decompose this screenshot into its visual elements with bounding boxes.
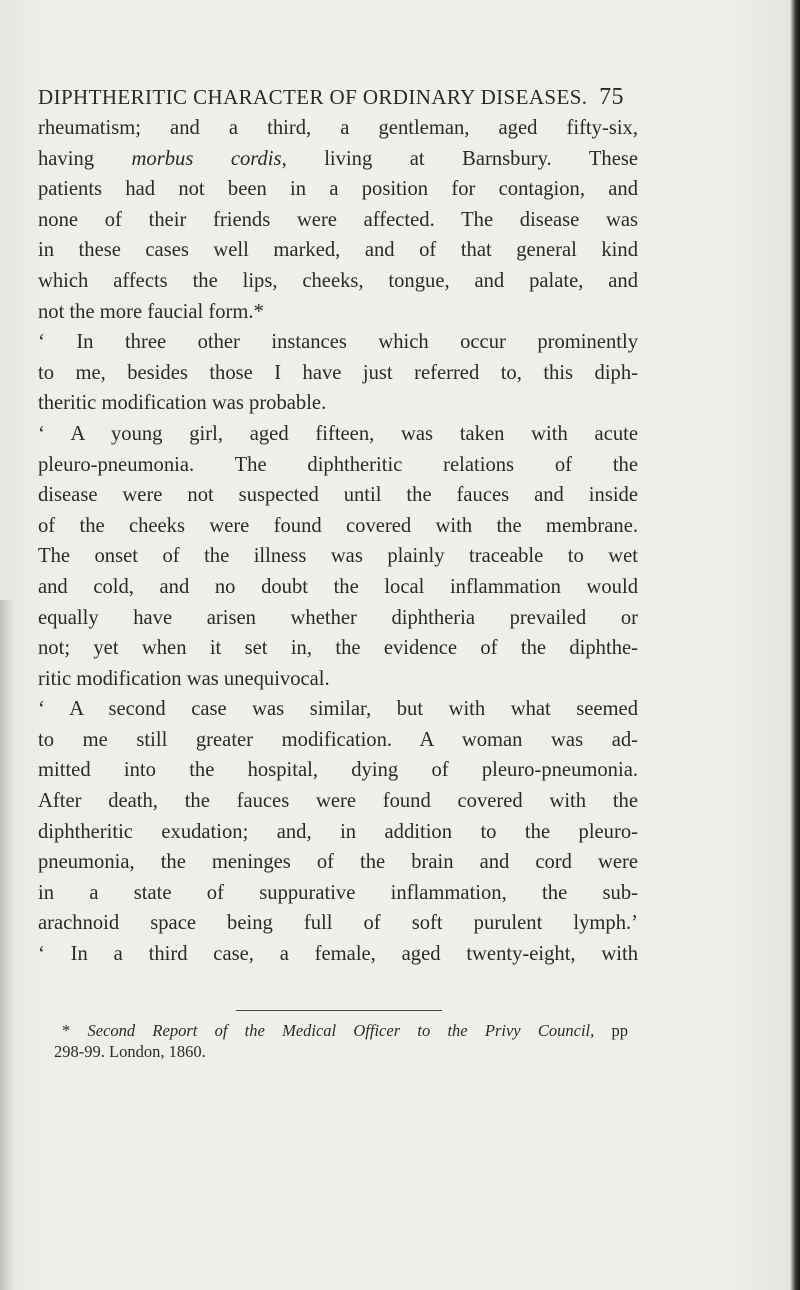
text-line: ‘ In a third case, a female, aged twenty-eight, with	[38, 943, 638, 966]
page-gutter-shadow	[0, 600, 14, 1290]
footnote-line	[62, 1020, 628, 1041]
text-line: and cold, and no doubt the local inflammation would	[38, 575, 638, 598]
text-line: disease were not suspected until the fauces and inside	[38, 484, 638, 507]
footnote-line: 298-99. London, 1860.	[54, 1042, 206, 1061]
text-fragment: , living at Barnsbury. These	[281, 147, 638, 170]
text-line: ‘ A second case was similar, but with what seemed	[38, 698, 638, 721]
page-edge	[790, 0, 800, 1290]
text-line: ‘ In three other instances which occur prominently	[38, 331, 638, 354]
footnote-divider	[236, 1010, 442, 1011]
text-line: equally have arisen whether diphtheria prevailed or	[38, 606, 638, 629]
text-line	[38, 144, 638, 175]
text-line: in a state of suppurative inflammation, the sub-	[38, 881, 638, 904]
footnote-marker: *	[62, 1021, 88, 1040]
page-number: 75	[599, 84, 624, 110]
text-line: not the more faucial form.*	[38, 300, 264, 323]
text-line: The onset of the illness was plainly traceable to wet	[38, 545, 638, 568]
text-line: ‘ A young girl, aged fifteen, was taken with acute	[38, 422, 638, 445]
text-line: of the cheeks were found covered with the membrane.	[38, 514, 638, 537]
text-line: theritic modification was probable.	[38, 392, 327, 415]
text-line: pleuro-pneumonia. The diphtheritic relations of the	[38, 453, 638, 476]
text-line: pneumonia, the meninges of the brain and cord were	[38, 851, 638, 874]
text-line: diphtheritic exudation; and, in addition to the pleuro-	[38, 820, 638, 843]
footnote-title: Second Report of the Medical Officer to the Privy Council,	[87, 1021, 595, 1040]
text-line: to me, besides those I have just referred to, this diph-	[38, 361, 638, 384]
text-line: arachnoid space being full of soft purulent lymph.’	[38, 912, 638, 935]
running-title: DIPHTHERITIC CHARACTER OF ORDINARY DISEASES.	[38, 85, 588, 109]
footnote-pages: pp	[594, 1021, 629, 1040]
text-line: ritic modification was unequivocal.	[38, 667, 330, 690]
text-line: which affects the lips, cheeks, tongue, and palate, and	[38, 269, 638, 292]
text-line: rheumatism; and a third, a gentleman, aged fifty-six,	[38, 117, 638, 139]
text-line: none of their friends were affected. The disease was	[38, 208, 638, 231]
text-fragment: having	[38, 147, 132, 170]
text-line: After death, the fauces were found covered with the	[38, 790, 638, 813]
text-line: patients had not been in a position for contagion, and	[38, 178, 638, 201]
text-line: mitted into the hospital, dying of pleuro-pneumonia.	[38, 759, 638, 782]
text-line: in these cases well marked, and of that general kind	[38, 239, 638, 262]
running-header	[38, 84, 628, 111]
footnote	[54, 1020, 629, 1062]
text-line: not; yet when it set in, the evidence of the diphthe-	[38, 637, 638, 660]
body-text	[38, 113, 638, 970]
text-line: to me still greater modification. A woman was ad-	[38, 728, 638, 751]
italic-phrase: morbus cordis	[131, 147, 282, 170]
